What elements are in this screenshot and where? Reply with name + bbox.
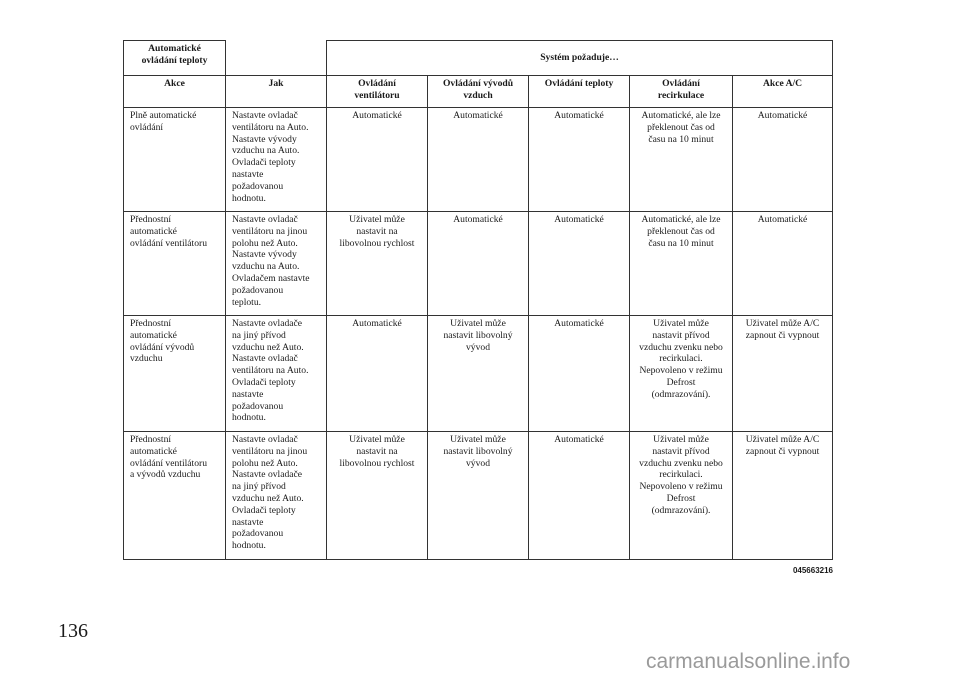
cell-ac: Automatické xyxy=(733,108,833,212)
page-number: 136 xyxy=(58,620,88,642)
cell-ventilator: Automatické xyxy=(327,316,428,432)
cell-akce: Přednostní automatické ovládání ventilátoru a vývodů vzduchu xyxy=(124,432,226,560)
cell-recirkulace: Automatické, ale lze překlenout čas od času na 10 minut xyxy=(630,108,733,212)
cell-ventilator: Uživatel může nastavit na libovolnou rychlost xyxy=(327,432,428,560)
table-row xyxy=(124,316,833,432)
column-header-vyvody: Ovládání vývodů vzduch xyxy=(428,76,529,108)
cell-recirkulace: Uživatel může nastavit přívod vzduchu zvenku nebo recirkulaci. Nepovoleno v režimu Defrost (odmrazování). xyxy=(630,432,733,560)
column-header-jak: Jak xyxy=(226,76,327,108)
cell-ventilator: Uživatel může nastavit na libovolnou rychlost xyxy=(327,212,428,316)
cell-ac: Uživatel může A/C zapnout či vypnout xyxy=(733,432,833,560)
cell-vyvody: Uživatel může nastavit libovolný vývod xyxy=(428,432,529,560)
header-group-row xyxy=(124,41,833,76)
header-columns-row xyxy=(124,76,833,108)
cell-ac: Automatické xyxy=(733,212,833,316)
column-header-ventilator: Ovládání ventilátoru xyxy=(327,76,428,108)
cell-vyvody: Automatické xyxy=(428,212,529,316)
cell-jak: Nastavte ovladač ventilátoru na jinou polohu než Auto. Nastavte vývody vzduchu na Auto. Ovladačem nastavte požadovanou teplotu. xyxy=(226,212,327,316)
figure-code: 045663216 xyxy=(792,566,833,575)
table-row xyxy=(124,212,833,316)
cell-teplota: Automatické xyxy=(529,108,630,212)
column-header-teplota: Ovládání teploty xyxy=(529,76,630,108)
cell-jak: Nastavte ovladače na jiný přívod vzduchu než Auto. Nastavte ovladač ventilátoru na Auto. Ovladači teploty nastavte požadovanou hodnotu. xyxy=(226,316,327,432)
cell-akce: Přednostní automatické ovládání vývodů vzduchu xyxy=(124,316,226,432)
column-header-recirkulace: Ovládání recirkulace xyxy=(630,76,733,108)
cell-jak: Nastavte ovladač ventilátoru na jinou polohu než Auto. Nastavte ovladače na jiný přívod vzduchu než Auto. Ovladači teploty nastavte požadovanou hodnotu. xyxy=(226,432,327,560)
cell-teplota: Automatické xyxy=(529,212,630,316)
header-blank-cell xyxy=(226,41,327,76)
cell-recirkulace: Automatické, ale lze překlenout čas od času na 10 minut xyxy=(630,212,733,316)
cell-jak: Nastavte ovladač ventilátoru na Auto. Nastavte vývody vzduchu na Auto. Ovladači teploty nastavte požadovanou hodnotu. xyxy=(226,108,327,212)
cell-akce: Plně automatické ovládání xyxy=(124,108,226,212)
cell-vyvody: Uživatel může nastavit libovolný vývod xyxy=(428,316,529,432)
column-header-akce: Akce xyxy=(124,76,226,108)
cell-ac: Uživatel může A/C zapnout či vypnout xyxy=(733,316,833,432)
column-header-ac: Akce A/C xyxy=(733,76,833,108)
table-row xyxy=(124,432,833,560)
watermark-text: carmanualsonline.info xyxy=(646,650,851,673)
header-group-left: Automatické ovládání teploty xyxy=(124,41,226,76)
cell-teplota: Automatické xyxy=(529,432,630,560)
cell-ventilator: Automatické xyxy=(327,108,428,212)
cell-teplota: Automatické xyxy=(529,316,630,432)
header-group-right: Systém požaduje… xyxy=(327,41,833,76)
cell-recirkulace: Uživatel může nastavit přívod vzduchu zvenku nebo recirkulaci. Nepovoleno v režimu Defrost (odmrazování). xyxy=(630,316,733,432)
climate-control-table xyxy=(123,40,833,560)
cell-vyvody: Automatické xyxy=(428,108,529,212)
cell-akce: Přednostní automatické ovládání ventilátoru xyxy=(124,212,226,316)
table-row xyxy=(124,108,833,212)
